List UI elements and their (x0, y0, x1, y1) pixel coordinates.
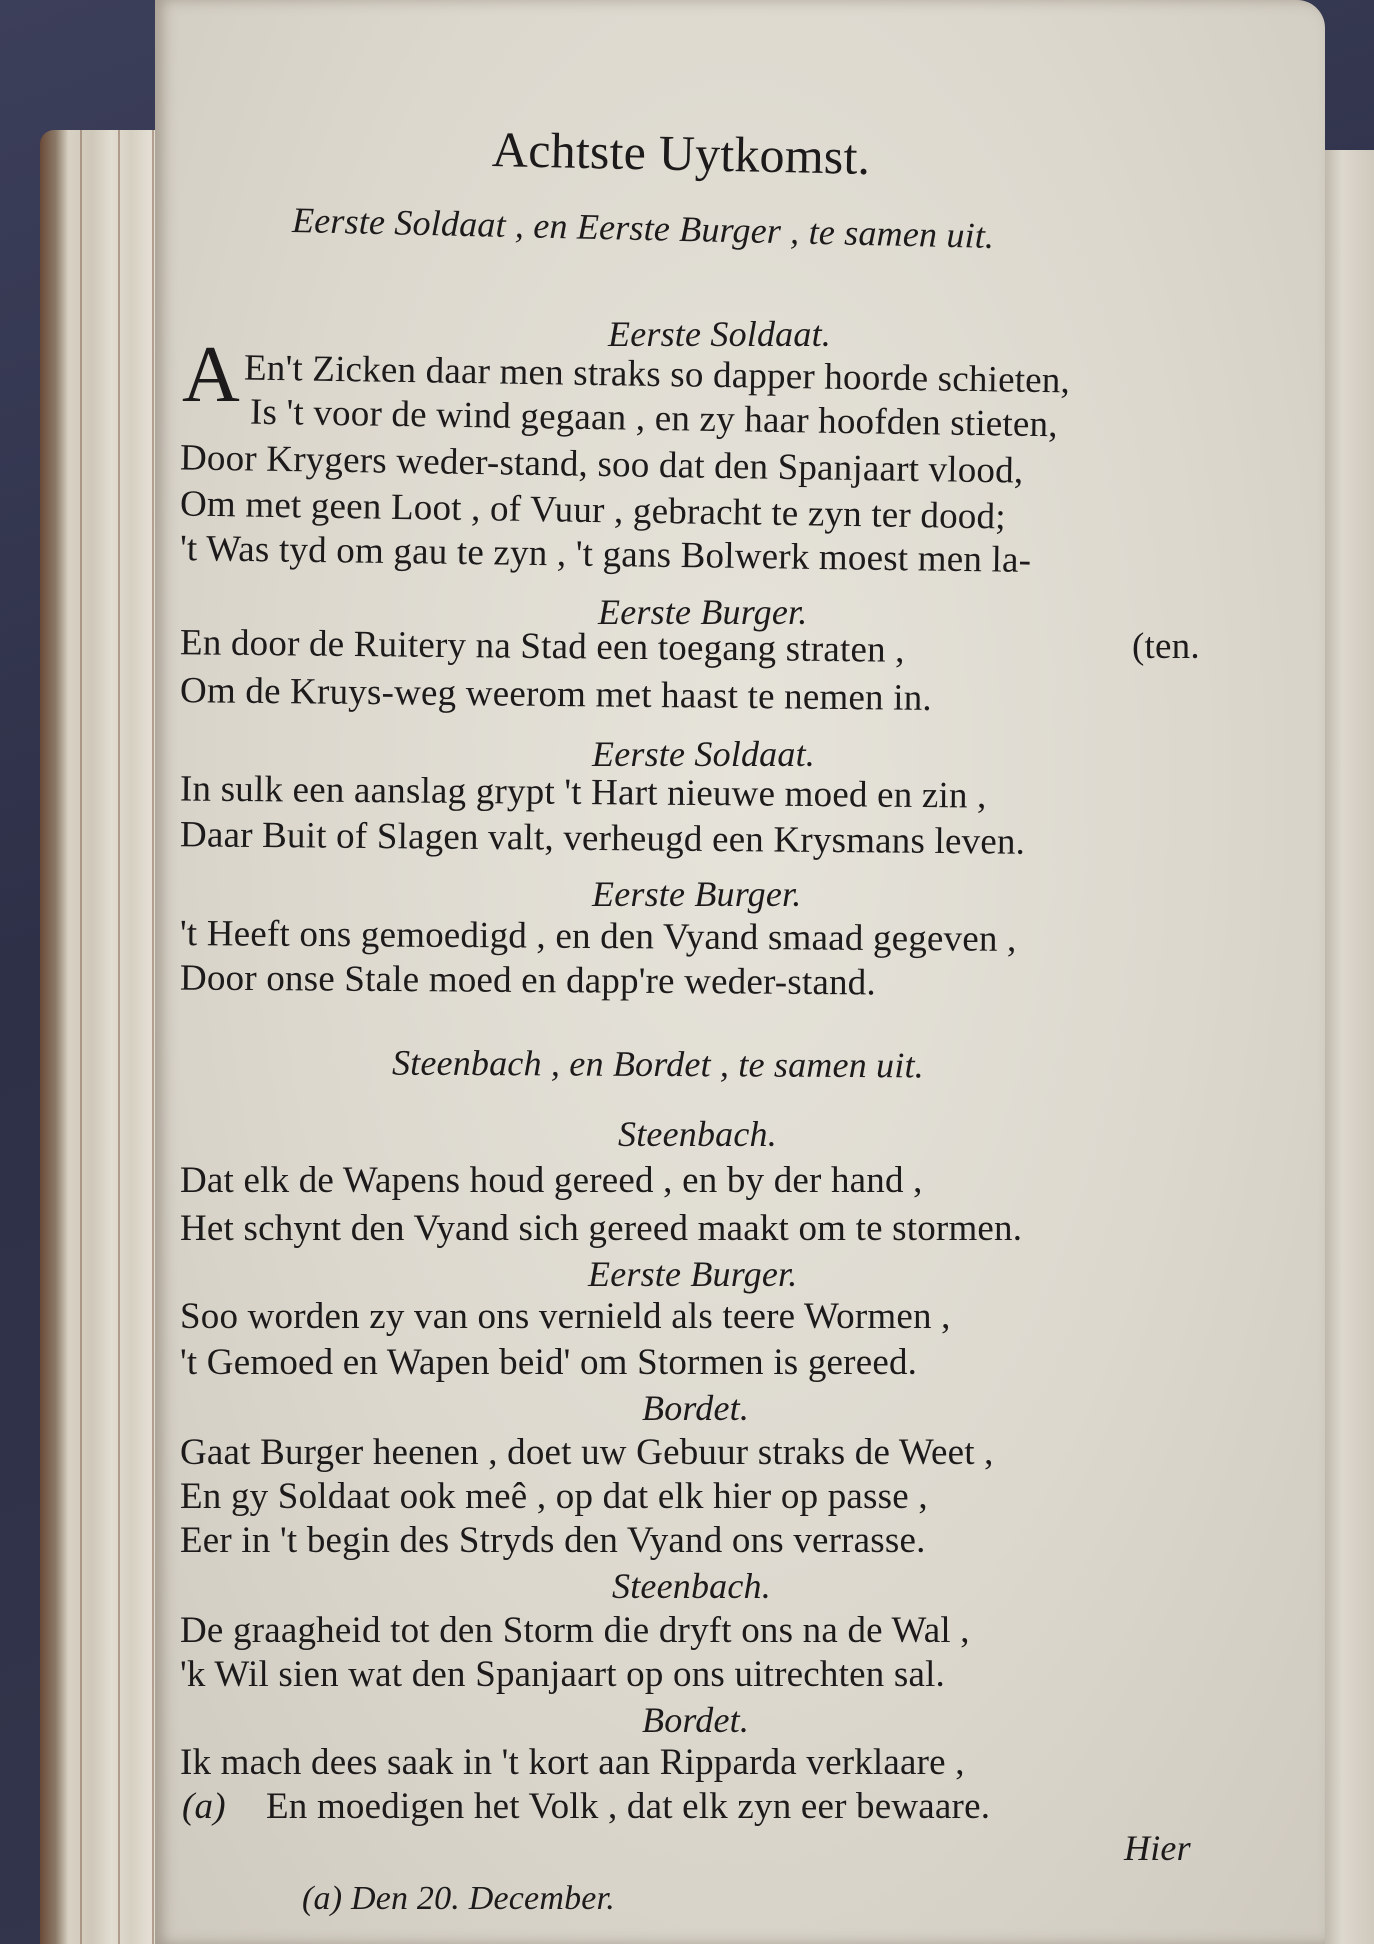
verse-line: Eer in 't begin des Stryds den Vyand ons verrasse. (180, 1520, 926, 1561)
drop-cap: A (182, 331, 240, 419)
verse-line: Door Krygers weder-stand, soo dat den Spanjaart vlood, (179, 437, 1024, 492)
verse-line: Gaat Burger heenen , doet uw Gebuur straks de Weet , (180, 1432, 994, 1473)
speaker-label: Bordet. (642, 1700, 750, 1740)
verse-line: 't Heeft ons gemoedigd , en den Vyand smaad gegeven , (179, 913, 1017, 960)
verse-line: En moedigen het Volk , dat elk zyn eer bewaare. (266, 1786, 991, 1827)
verse-line: In sulk een aanslag grypt 't Hart nieuwe moed en zin , (179, 768, 987, 817)
verse-line: En't Zicken daar men straks so dapper hoorde schieten, (243, 347, 1071, 402)
footnote: (a) Den 20. December. (302, 1880, 615, 1917)
page-title: Achtste Uytkomst. (491, 121, 871, 185)
verse-line: Om de Kruys-weg weerom met haast te nemen in. (179, 670, 933, 719)
speaker-label: Steenbach. (612, 1566, 771, 1606)
speaker-label: Eerste Soldaat. (608, 314, 831, 354)
verse-line: En door de Ruitery na Stad een toegang straten , (179, 622, 905, 671)
speaker-label: Eerste Burger. (592, 874, 802, 914)
stage-direction: Eerste Soldaat , en Eerste Burger , te samen uit. (291, 200, 995, 256)
speaker-label: Steenbach. (618, 1114, 777, 1154)
footnote-marker: (a) (182, 1786, 226, 1827)
verse-line: Dat elk de Wapens houd gereed , en by der hand , (180, 1160, 923, 1201)
stage-direction: Steenbach , en Bordet , te samen uit. (391, 1042, 925, 1086)
verse-line: Om met geen Loot , of Vuur , gebracht te zyn ter dood; (179, 483, 1007, 538)
verse-line: En gy Soldaat ook meê , op dat elk hier op passe , (180, 1476, 928, 1517)
turnover-text: (ten. (1132, 626, 1200, 667)
verse-line: 't Gemoed en Wapen beid' om Stormen is gereed. (180, 1342, 918, 1383)
verse-line: De graagheid tot den Storm die dryft ons na de Wal , (180, 1610, 970, 1651)
catchword: Hier (1124, 1828, 1191, 1868)
verse-line: Is 't voor de wind gegaan , en zy haar hoofden stieten, (249, 391, 1059, 446)
verse-line: 't Was tyd om gau te zyn , 't gans Bolwerk moest men la- (179, 528, 1032, 581)
verse-line: Het schynt den Vyand sich gereed maakt om te stormen. (180, 1208, 1023, 1249)
verse-line: 'k Wil sien wat den Spanjaart op ons uitrechten sal. (180, 1654, 945, 1695)
speaker-label: Bordet. (642, 1388, 750, 1428)
verse-line: Ik mach dees saak in 't kort aan Ripparda verklaare , (180, 1742, 965, 1783)
speaker-label: Eerste Burger. (598, 592, 808, 632)
verse-line: Soo worden zy van ons vernield als teere Wormen , (180, 1296, 951, 1337)
speaker-label: Eerste Soldaat. (592, 734, 815, 774)
verse-line: Daar Buit of Slagen valt, verheugd een Krysmans leven. (179, 814, 1026, 863)
verse-line: Door onse Stale moed en dapp're weder-stand. (179, 957, 877, 1004)
speaker-label: Eerste Burger. (588, 1254, 798, 1294)
